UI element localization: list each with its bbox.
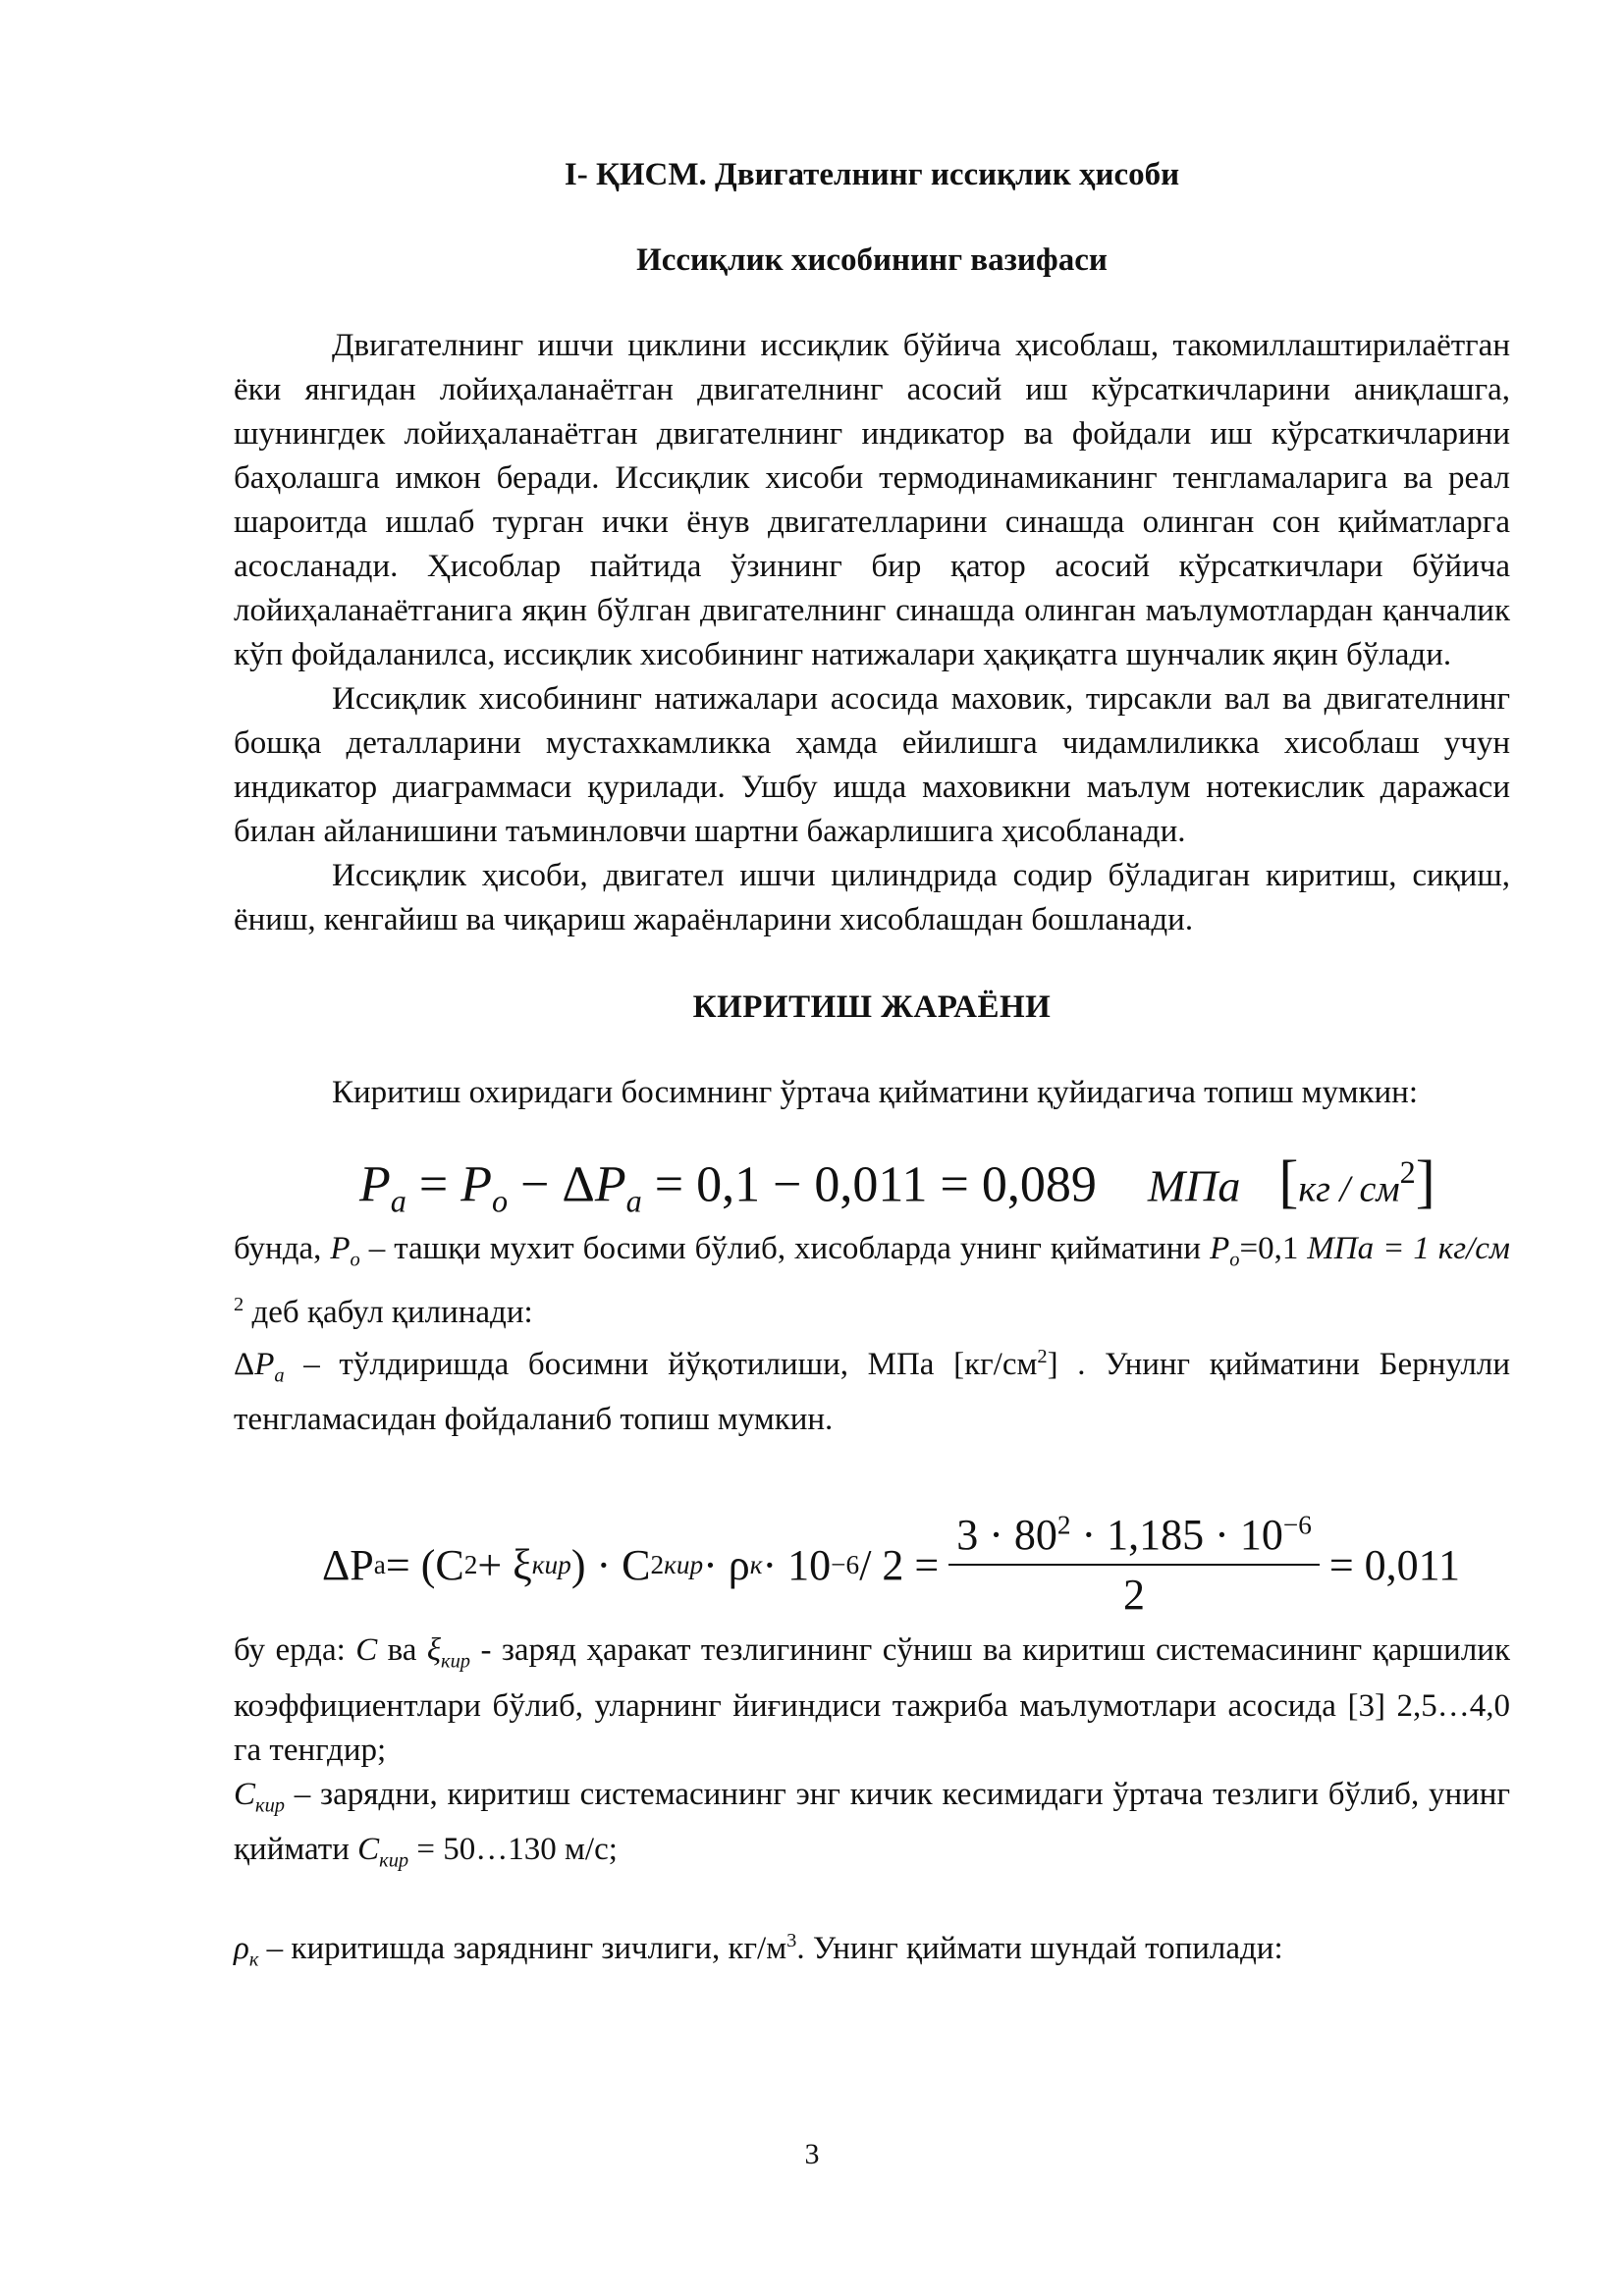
paragraph-6: $\Delta P_а$ – тўлдиришда босимни йўқотилиши, МПа $[кг/см^2]$ . Унинг қийматини Бернулли тенгламасидан фойдаланиб топиш мумкин. [234,1345,1510,1438]
paragraph-7: бу ерда: C ва $\xi_{кир}$ - заряд ҳаракат тезлигининг сўниш ва киритиш системасининг қаршилик коэффициентлари бўлиб, уларнинг йиғиндиси тажриба маълумотлари асосида [3] 2,5…4,0 га тенгдир; [234,1632,1510,1768]
equation-fraction: $\frac{3 \cdot 80^2 \cdot 1,185 \cdot 10^{-6}}{2}$ [948,1510,1320,1620]
document-page [234,147,1510,1983]
paragraph-9: $\rho_к$ – киритишда заряднинг зичлиги, $кг/м^3$. Унинг қиймати шундай топилади: [234,1929,1283,1971]
section-heading-intake: КИРИТИШ ЖАРАЁНИ [692,989,1052,1025]
part-heading: I- ҚИСМ. Двигателнинг иссиқлик ҳисоби [564,157,1180,192]
section-heading-task: Иссиқлик хисобининг вазифаси [636,242,1108,278]
equation-pressure: $P_а = P_о - \Delta P_а = 0,1 - 0,011 = 0,089$ МПа $[кг / см^2]$ [359,1148,1435,1219]
paragraph-1: Двигателнинг ишчи циклини иссиқлик бўйича ҳисоблаш, такомиллаштирилаётган ёки янгидан лойиҳаланаётган двигателнинг асосий иш кўрсаткичларини аниқлашга, шунингдек лойиҳаланаётган двигателнинг индикатор ва фойдали иш кўрсаткичларини баҳолашга имкон беради. Иссиқлик хисоби термодинамиканинг тенгламаларига ва реал шароитда ишлаб турган ички ёнув двигателларини синашда олинган сон қийматларга асосланади. Ҳисоблар пайтида ўзининг бир қатор асосий кўрсаткичлари бўйича лойиҳаланаётганига яқин бўлган двигателнинг синашда олинган маълумотлардан қанчалик кўп фойдаланилса, иссиқлик хисобининг натижалари ҳақиқатга шунчалик яқин бўлади. [234,328,1510,672]
paragraph-4: Киритиш охиридаги босимнинг ўртача қийматини қуйидагича топиш мумкин: [332,1075,1418,1110]
paragraph-3: Иссиқлик ҳисоби, двигател ишчи цилиндрида содир бўладиган киритиш, сиқиш, ёниш, кенгайиш ва чиқариш жараёнларини хисоблашдан бошланади. [234,858,1510,937]
paragraph-8: $C_{кир}$ – зарядни, киритиш системасининг энг кичик кесимидаги ўртача тезлиги бўлиб, унинг қиймати $C_{кир}$ = 50…130 м/с; [234,1776,1510,1872]
equation-pressure-loss: ΔP а = (C 2 + ξ кир ) · C 2 кир · ρ к · 10 −6 / 2 = $\frac{3 \cdot 80^2 \cdot 1,185 \cdot 10^{-6}}{2}$ = 0,011 [322,1510,1461,1620]
page-number: 3 [804,2138,820,2170]
paragraph-2: Иссиқлик хисобининг натижалари асосида маховик, тирсакли вал ва двигателнинг бошқа деталларини мустахкамликка ҳамда ейилишга чидамлиликка хисоблаш учун индикатор диаграммаси қурилади. Ушбу ишда маховикни маълум нотекислик даражаси билан айланишини таъминловчи шартни бажарлишига ҳисобланади. [234,681,1510,849]
paragraph-5: бунда, $P_о$ – ташқи мухит босими бўлиб, хисобларда унинг қийматини $P_о=0,1$ МПа = 1 кг/см $^2$ деб қабул қилинади: [234,1231,1510,1330]
